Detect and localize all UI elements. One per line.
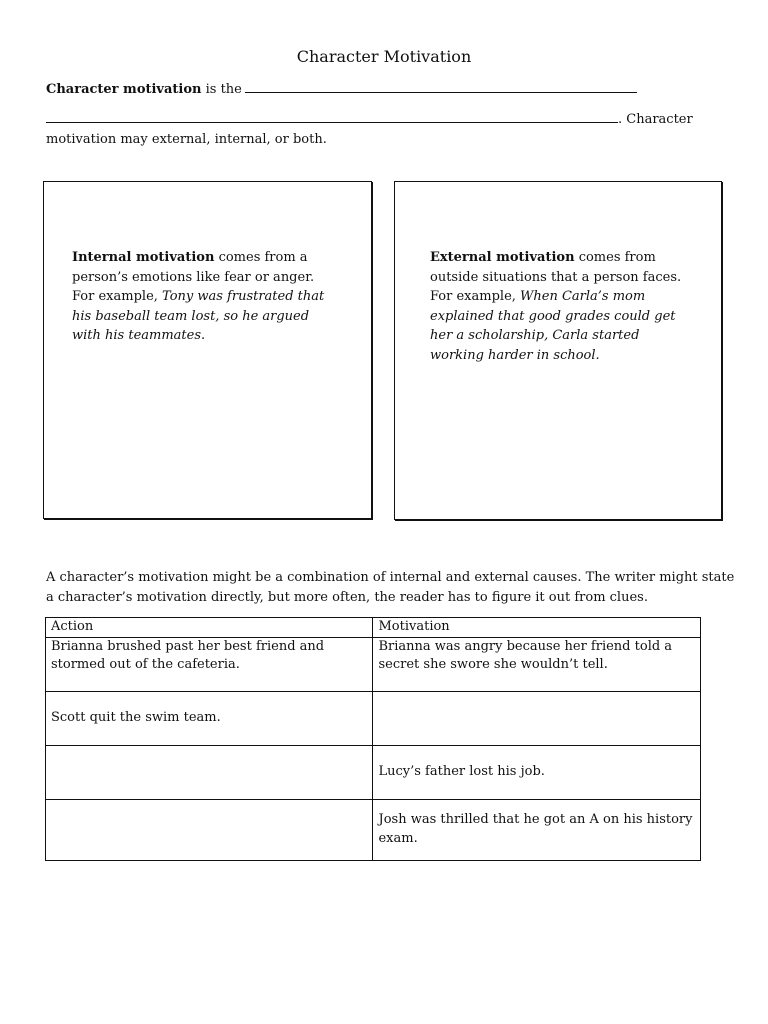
table-row bbox=[46, 799, 701, 860]
action-cell: Brianna brushed past her best friend and stormed out of the cafeteria. bbox=[46, 637, 373, 691]
definition-line bbox=[46, 80, 646, 99]
external-motivation-text bbox=[430, 248, 695, 366]
table-row bbox=[46, 637, 701, 691]
intro-paragraph: A character’s motivation might be a combination of internal and external causes. The writer might state a character’s motivation directly, but more often, the reader has to figure it out from clues. bbox=[46, 570, 735, 605]
definition-connector: is the bbox=[205, 82, 242, 97]
action-cell: Scott quit the swim team. bbox=[46, 691, 373, 745]
action-cell-blank[interactable] bbox=[46, 799, 373, 860]
definition-blank-2[interactable] bbox=[46, 110, 618, 123]
external-motivation-box bbox=[394, 181, 722, 520]
page-title: Character Motivation bbox=[296, 47, 472, 66]
header-motivation: Motivation bbox=[373, 618, 701, 638]
motivation-table bbox=[45, 617, 701, 861]
internal-motivation-box bbox=[43, 181, 372, 519]
definition-term: Character motivation bbox=[46, 82, 202, 97]
external-term: External motivation bbox=[430, 250, 575, 265]
internal-example: Tony was frustrated that his baseball team lost, so he argued with his teammates. bbox=[72, 289, 325, 344]
definition-tail: . Character motivation may external, internal, or both. bbox=[46, 112, 693, 147]
motivation-cell-blank[interactable] bbox=[373, 691, 701, 745]
external-example: When Carla’s mom explained that good grades could get her a scholarship, Carla started working harder in school. bbox=[430, 289, 676, 363]
definition-blank-1[interactable] bbox=[245, 80, 637, 93]
internal-motivation-text bbox=[72, 248, 332, 346]
internal-term: Internal motivation bbox=[72, 250, 215, 265]
motivation-cell: Brianna was angry because her friend told a secret she swore she wouldn’t tell. bbox=[373, 637, 701, 691]
motivation-cell: Josh was thrilled that he got an A on his history exam. bbox=[373, 799, 701, 860]
definition-line-2 bbox=[46, 110, 706, 150]
motivation-cell: Lucy’s father lost his job. bbox=[373, 745, 701, 799]
table-row bbox=[46, 745, 701, 799]
table-row bbox=[46, 691, 701, 745]
header-action: Action bbox=[46, 618, 373, 638]
action-cell-blank[interactable] bbox=[46, 745, 373, 799]
table-header-row bbox=[46, 618, 701, 638]
internal-description: comes from a person’s emotions like fear or anger. For example, bbox=[72, 250, 315, 305]
external-description: comes from outside situations that a person faces. For example, bbox=[430, 250, 682, 305]
